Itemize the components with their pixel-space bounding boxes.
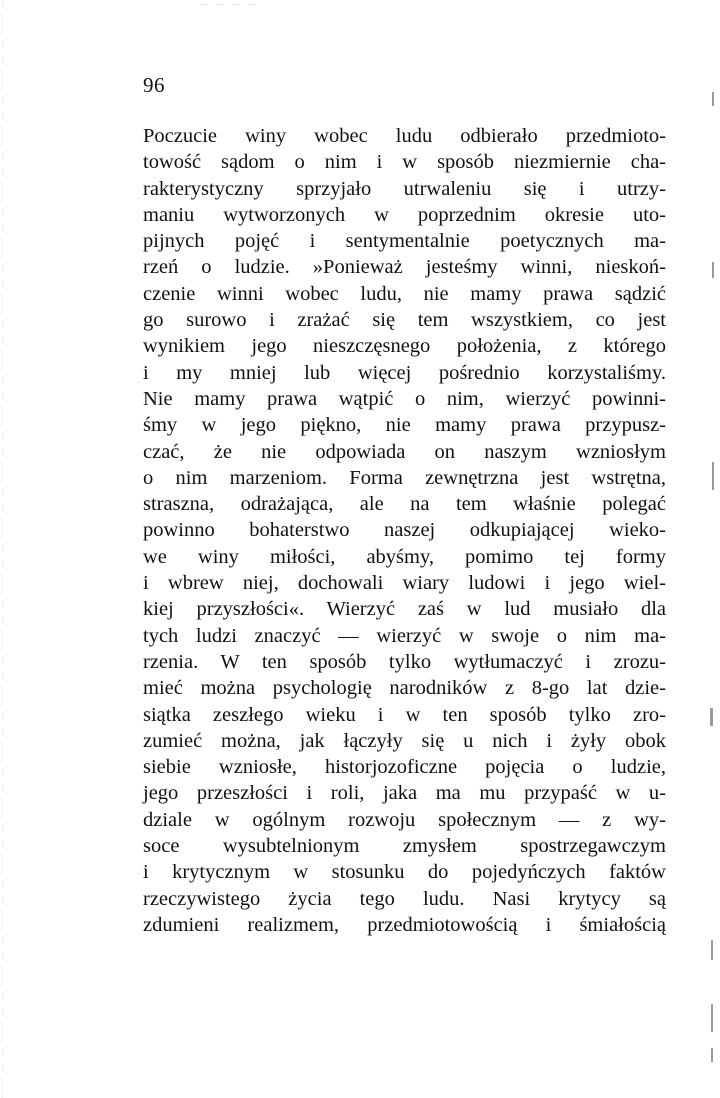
scan-edge-top bbox=[200, 4, 260, 5]
text-line: i wbrew niej, dochowali wiary ludowi i jego wiel- bbox=[143, 572, 666, 595]
text-line: go surowo i zrażać się tem wszystkiem, co jest bbox=[143, 309, 666, 332]
scan-mark bbox=[712, 462, 714, 490]
text-line: kiej przyszłości«. Wierzyć zaś w lud musiało dla bbox=[143, 598, 666, 621]
scan-mark bbox=[711, 1004, 713, 1032]
text-line: siebie wzniosłe, historjozoficzne pojęcia o ludzie, bbox=[143, 756, 666, 779]
text-line: mieć można psychologię narodników z 8-go lat dzie- bbox=[143, 677, 666, 700]
scan-edge-left bbox=[2, 0, 3, 1098]
text-line: zdumieni realizmem, przedmiotowością i śmiałością bbox=[143, 913, 666, 936]
text-line: czenie winni wobec ludu, nie mamy prawa sądzić bbox=[143, 282, 666, 305]
text-line: maniu wytworzonych w poprzednim okresie uto- bbox=[143, 203, 666, 226]
text-line: towość sądom o nim i w sposób niezmiernie cha- bbox=[143, 151, 666, 174]
text-line: straszna, odrażająca, ale na tem właśnie polegać bbox=[143, 493, 666, 516]
text-line: rakterystyczny sprzyjało utrwaleniu się i utrzy- bbox=[143, 177, 666, 200]
text-line: rzeczywistego życia tego ludu. Nasi krytycy są bbox=[143, 887, 666, 910]
text-line: soce wysubtelnionym zmysłem spostrzegawczym bbox=[143, 835, 666, 858]
text-line: o nim marzeniom. Forma zewnętrzna jest wstrętna, bbox=[143, 466, 666, 489]
scan-mark bbox=[710, 708, 713, 726]
text-line: Poczucie winy wobec ludu odbierało przedmioto- bbox=[143, 125, 666, 147]
text-line: we winy miłości, abyśmy, pomimo tej formy bbox=[143, 545, 666, 568]
text-line: Nie mamy prawa wątpić o nim, wierzyć powinni- bbox=[143, 387, 666, 410]
text-line: zumieć można, jak łączyły się u nich i żyły obok bbox=[143, 729, 666, 752]
scan-mark bbox=[712, 262, 714, 278]
text-line: rzeń o ludzie. »Ponieważ jesteśmy winni, nieskoń- bbox=[143, 256, 666, 279]
text-line: i krytycznym w stosunku do pojedyńczych faktów bbox=[143, 861, 666, 884]
text-line: jego przeszłości i roli, jaka ma mu przypaść w u- bbox=[143, 782, 666, 805]
scan-mark bbox=[711, 1048, 713, 1062]
text-line: dziale w ogólnym rozwoju społecznym — z wy- bbox=[143, 808, 666, 831]
text-line: powinno bohaterstwo naszej odkupiającej wieko- bbox=[143, 519, 666, 542]
scan-mark bbox=[712, 92, 714, 106]
text-line: i my mniej lub więcej pośrednio korzystaliśmy. bbox=[143, 361, 666, 384]
text-line: siątka zeszłego wieku i w ten sposób tylko zro- bbox=[143, 703, 666, 726]
text-line: wynikiem jego nieszczęsnego położenia, z którego bbox=[143, 335, 666, 358]
body-text bbox=[143, 123, 666, 938]
text-line: tych ludzi znaczyć — wierzyć w swoje o nim ma- bbox=[143, 624, 666, 647]
text-line: pijnych pojęć i sentymentalnie poetycznych ma- bbox=[143, 230, 666, 253]
scan-mark bbox=[711, 940, 713, 960]
text-line: rzenia. W ten sposób tylko wytłumaczyć i zrozu- bbox=[143, 650, 666, 673]
page-number: 96 bbox=[143, 73, 165, 97]
text-line: czać, że nie odpowiada on naszym wzniosłym bbox=[143, 440, 666, 463]
text-line: śmy w jego piękno, nie mamy prawa przypusz- bbox=[143, 414, 666, 437]
